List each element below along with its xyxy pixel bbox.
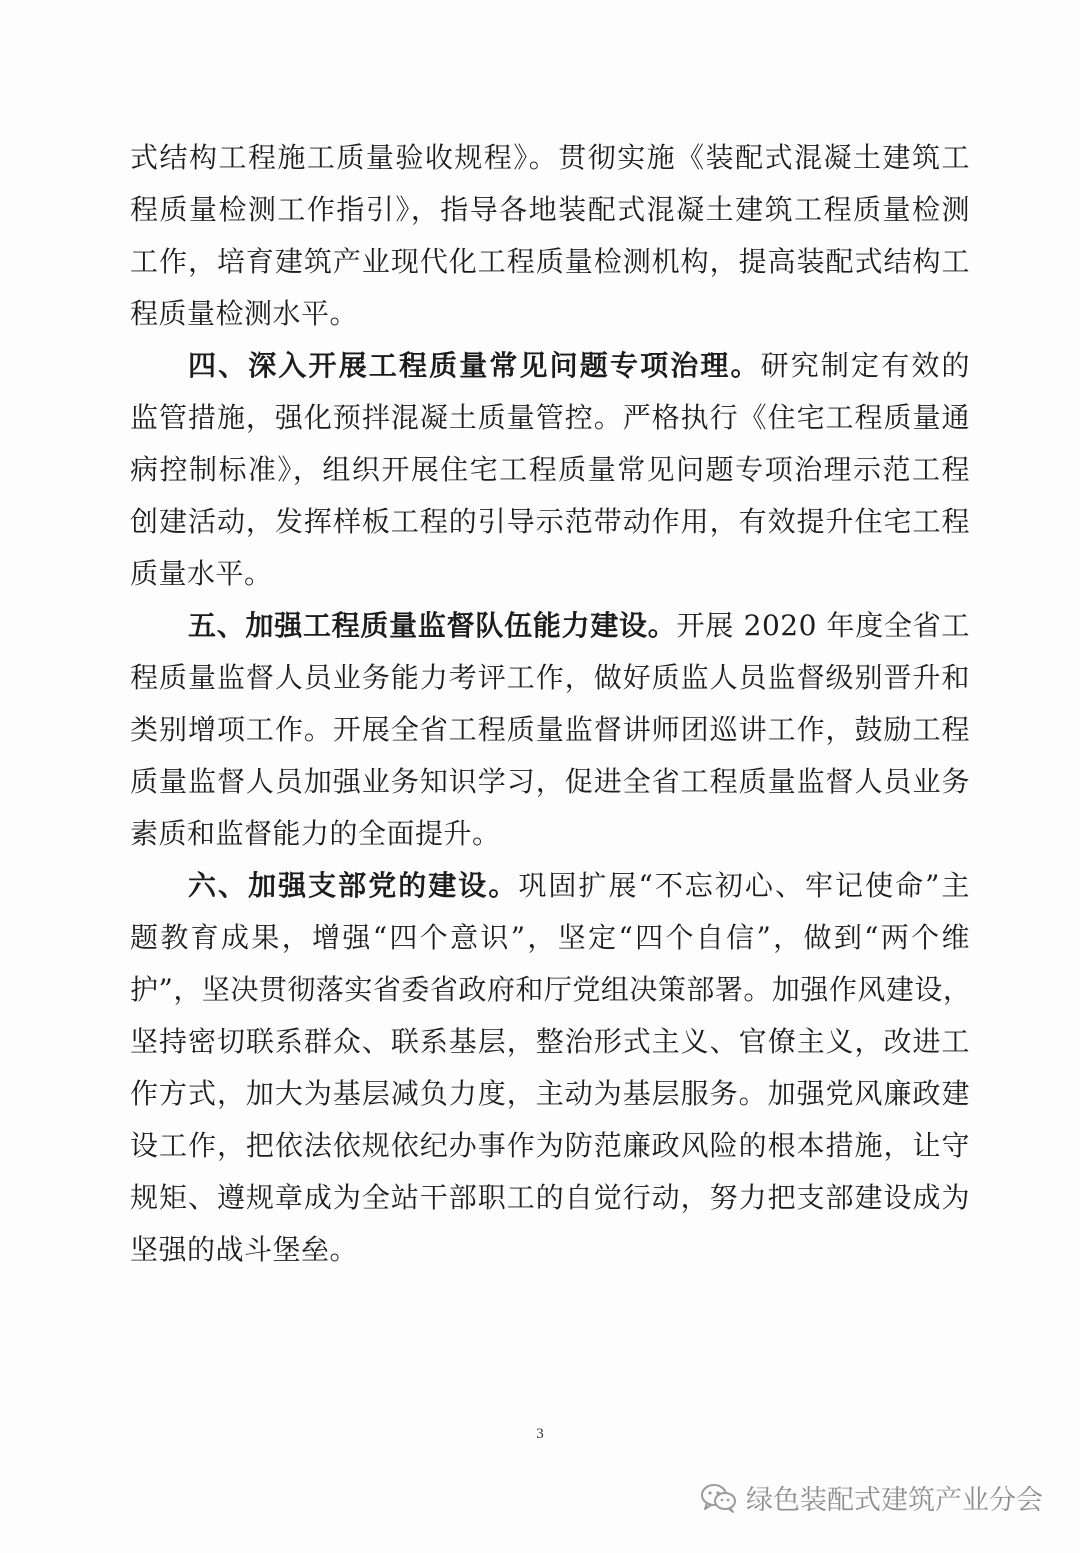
text-line: 素质和监督能力的全面提升。 <box>130 817 501 850</box>
section-6-first-line <box>130 860 970 912</box>
text-line: 监管措施，强化预拌混凝土质量管控。严格执行《住宅工程质量通 <box>130 401 970 434</box>
text-line: 程质量监督人员业务能力考评工作，做好质监人员监督级别晋升和 <box>130 661 970 694</box>
text-line: 题教育成果，增强“四个意识”，坚定“四个自信”，做到“两个维 <box>130 921 970 954</box>
text-line: 质量监督人员加强业务知识学习，促进全省工程质量监督人员业务 <box>130 765 970 798</box>
wechat-icon <box>700 1482 738 1514</box>
watermark <box>700 1478 1043 1517</box>
section-6-heading: 六、加强支部党的建设。 <box>188 869 519 902</box>
text-line: 创建活动，发挥样板工程的引导示范带动作用，有效提升住宅工程 <box>130 505 970 538</box>
section-4-text: 研究制定有效的 <box>760 349 970 382</box>
page-number: 3 <box>536 1426 544 1442</box>
section-5-first-line <box>130 600 970 652</box>
text-line: 规矩、遵规章成为全站干部职工的自觉行动，努力把支部建设成为 <box>130 1181 970 1214</box>
text-line: 类别增项工作。开展全省工程质量监督讲师团巡讲工作，鼓励工程 <box>130 713 970 746</box>
section-4-heading: 四、深入开展工程质量常见问题专项治理。 <box>188 349 761 382</box>
text-line: 工作，培育建筑产业现代化工程质量检测机构，提高装配式结构工 <box>130 245 970 278</box>
text-line: 质量水平。 <box>130 557 273 590</box>
section-5-text: 开展 2020 年度全省工 <box>676 609 970 642</box>
text-line: 护”，坚决贯彻落实省委省政府和厅党组决策部署。加强作风建设， <box>130 973 972 1006</box>
text-line: 作方式，加大为基层减负力度，主动为基层服务。加强党风廉政建 <box>130 1077 970 1110</box>
document-body <box>130 132 970 1276</box>
section-6-text: 巩固扩展“不忘初心、牢记使命”主 <box>518 869 970 902</box>
section-5-heading: 五、加强工程质量监督队伍能力建设。 <box>188 609 677 642</box>
section-4-first-line <box>130 340 970 392</box>
text-line: 式结构工程施工质量验收规程》。贯彻实施《装配式混凝土建筑工 <box>130 141 970 174</box>
text-line: 坚强的战斗堡垒。 <box>130 1233 359 1266</box>
text-line: 病控制标准》，组织开展住宅工程质量常见问题专项治理示范工程 <box>130 453 970 486</box>
text-line: 设工作，把依法依规依纪办事作为防范廉政风险的根本措施，让守 <box>130 1129 970 1162</box>
text-line: 程质量检测水平。 <box>130 297 359 330</box>
text-line: 坚持密切联系群众、联系基层，整治形式主义、官僚主义，改进工 <box>130 1025 970 1058</box>
watermark-text: 绿色装配式建筑产业分会 <box>746 1485 1043 1516</box>
text-line: 程质量检测工作指引》，指导各地装配式混凝土建筑工程质量检测 <box>130 193 970 226</box>
